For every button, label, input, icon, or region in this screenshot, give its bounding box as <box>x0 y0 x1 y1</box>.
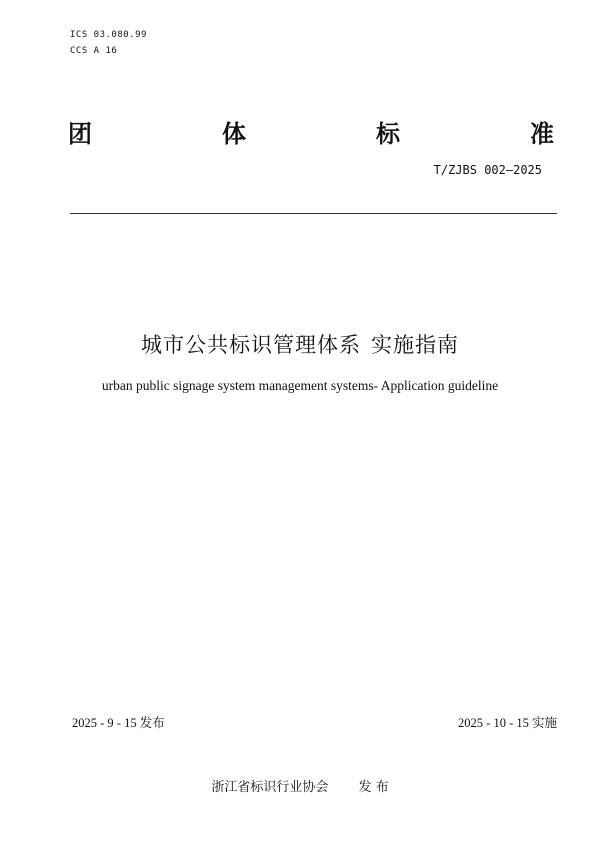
document-kind-heading <box>68 114 554 149</box>
issue-date: 2025 - 9 - 15 <box>72 716 137 730</box>
date-row <box>72 713 557 731</box>
document-kind-char: 准 <box>530 120 554 148</box>
document-kind-char: 团 <box>68 120 92 148</box>
ics-code: ICS 03.080.99 <box>70 30 147 40</box>
implement-label: 实施 <box>531 715 557 730</box>
english-title: urban public signage system management systems- Application guideline <box>101 378 499 393</box>
chinese-title <box>0 329 600 359</box>
chinese-title-sub: 实施指南 <box>371 333 459 357</box>
publisher-action: 发 布 <box>358 780 389 795</box>
standard-number: T/ZJBS 002—2025 <box>433 163 542 177</box>
publisher-line <box>0 776 600 795</box>
header-divider <box>70 213 557 214</box>
ccs-code: CCS A 16 <box>70 46 118 56</box>
issue-date-block <box>72 713 165 731</box>
issue-label: 发布 <box>139 715 165 730</box>
chinese-title-main: 城市公共标识管理体系 <box>141 333 361 357</box>
publisher-name: 浙江省标识行业协会 <box>211 780 329 795</box>
document-kind-char: 体 <box>222 120 246 148</box>
implement-date-block <box>458 713 557 731</box>
document-kind-char: 标 <box>376 120 400 148</box>
implement-date: 2025 - 10 - 15 <box>458 716 529 730</box>
